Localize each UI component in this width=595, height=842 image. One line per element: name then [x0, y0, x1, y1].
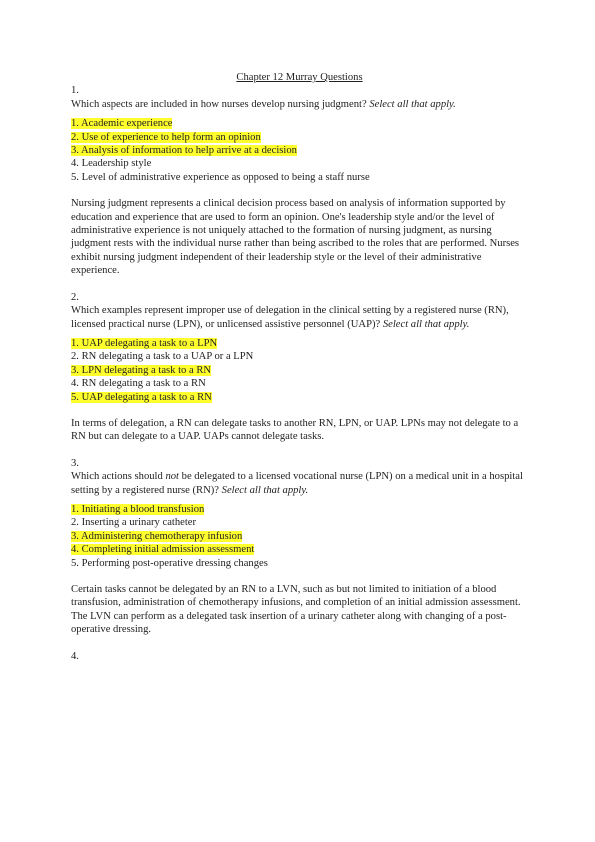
answer-options — [71, 337, 526, 404]
answer-option: 3. Administering chemotherapy infusion — [71, 530, 243, 542]
answer-option: 4. Leadership style — [71, 158, 152, 170]
stem-text: Which aspects are included in how nurses develop nursing judgment? — [71, 98, 367, 110]
answer-option: 1. UAP delegating a task to a LPN — [71, 337, 218, 349]
stem-instruction: Select all that apply. — [382, 318, 470, 330]
answer-option: 2. Use of experience to help form an opinion — [71, 131, 261, 143]
stem-text: Which actions should — [71, 471, 166, 483]
answer-option: 3. LPN delegating a task to a RN — [71, 364, 212, 376]
question-4 — [71, 650, 526, 663]
stem-instruction: Select all that apply. — [221, 484, 309, 496]
answer-option: 3. Analysis of information to help arrive at a decision — [71, 145, 297, 157]
stem-emphasis: not — [165, 471, 179, 483]
question-stem — [71, 304, 526, 331]
question-number: 4. — [71, 650, 79, 662]
question-2 — [71, 291, 526, 444]
answer-option: 5. Performing post-operative dressing changes — [71, 557, 268, 569]
answer-option: 1. Academic experience — [71, 118, 173, 130]
answer-option: 2. RN delegating a task to a UAP or a LPN — [71, 351, 254, 363]
answer-options — [71, 503, 526, 570]
answer-option: 5. Level of administrative experience as opposed to being a staff nurse — [71, 171, 370, 183]
rationale-text: In terms of delegation, a RN can delegate tasks to another RN, LPN, or UAP. LPNs may not delegate to a RN but can delegate to a UAP. UAPs cannot delegate tasks. — [71, 417, 519, 443]
document-title: Chapter 12 Murray Questions — [236, 72, 363, 83]
answer-option: 2. Inserting a urinary catheter — [71, 517, 197, 529]
stem-text: Which examples represent improper use of delegation in the clinical setting by a registered nurse (RN), licensed practical nurse (LPN), or unlicensed assistive personnel (UAP)? — [71, 305, 509, 330]
question-3 — [71, 457, 526, 637]
question-number: 3. — [71, 457, 79, 469]
answer-options — [71, 117, 526, 184]
question-1 — [71, 84, 526, 277]
question-stem — [71, 98, 526, 111]
stem-instruction: Select all that apply. — [369, 98, 456, 110]
document-page — [71, 71, 526, 663]
answer-option: 1. Initiating a blood transfusion — [71, 503, 205, 515]
stem-text: be delegated to a licensed vocational nurse (LPN) on a medical unit in a hospital setting by a registered nurse (RN)? — [71, 471, 523, 496]
answer-option: 4. RN delegating a task to a RN — [71, 378, 206, 390]
question-number: 1. — [71, 85, 79, 97]
answer-option: 4. Completing initial admission assessment — [71, 544, 255, 556]
answer-option: 5. UAP delegating a task to a RN — [71, 391, 212, 403]
question-number: 2. — [71, 291, 79, 303]
rationale-text: Nursing judgment represents a clinical decision process based on analysis of information supported by education and experience that are used to form an opinion. One's leadership style and/or the level of administrative experience is not uniquely attached to the formation of nursing judgment, as nursing judgment rests with the individual nurse rather than being ascribed to the roles that are performed. Nurses exhibit nursing judgment independent of their leadership style or the level of their administrative experience. — [71, 198, 520, 277]
rationale-text: Certain tasks cannot be delegated by an RN to a LVN, such as but not limited to initiation of a blood transfusion, administration of chemotherapy infusions, and completion of an initial admission assessment. The LVN can perform as a delegated task insertion of a urinary catheter along with changing of a post-operative dressing. — [71, 584, 521, 636]
question-stem — [71, 470, 526, 497]
